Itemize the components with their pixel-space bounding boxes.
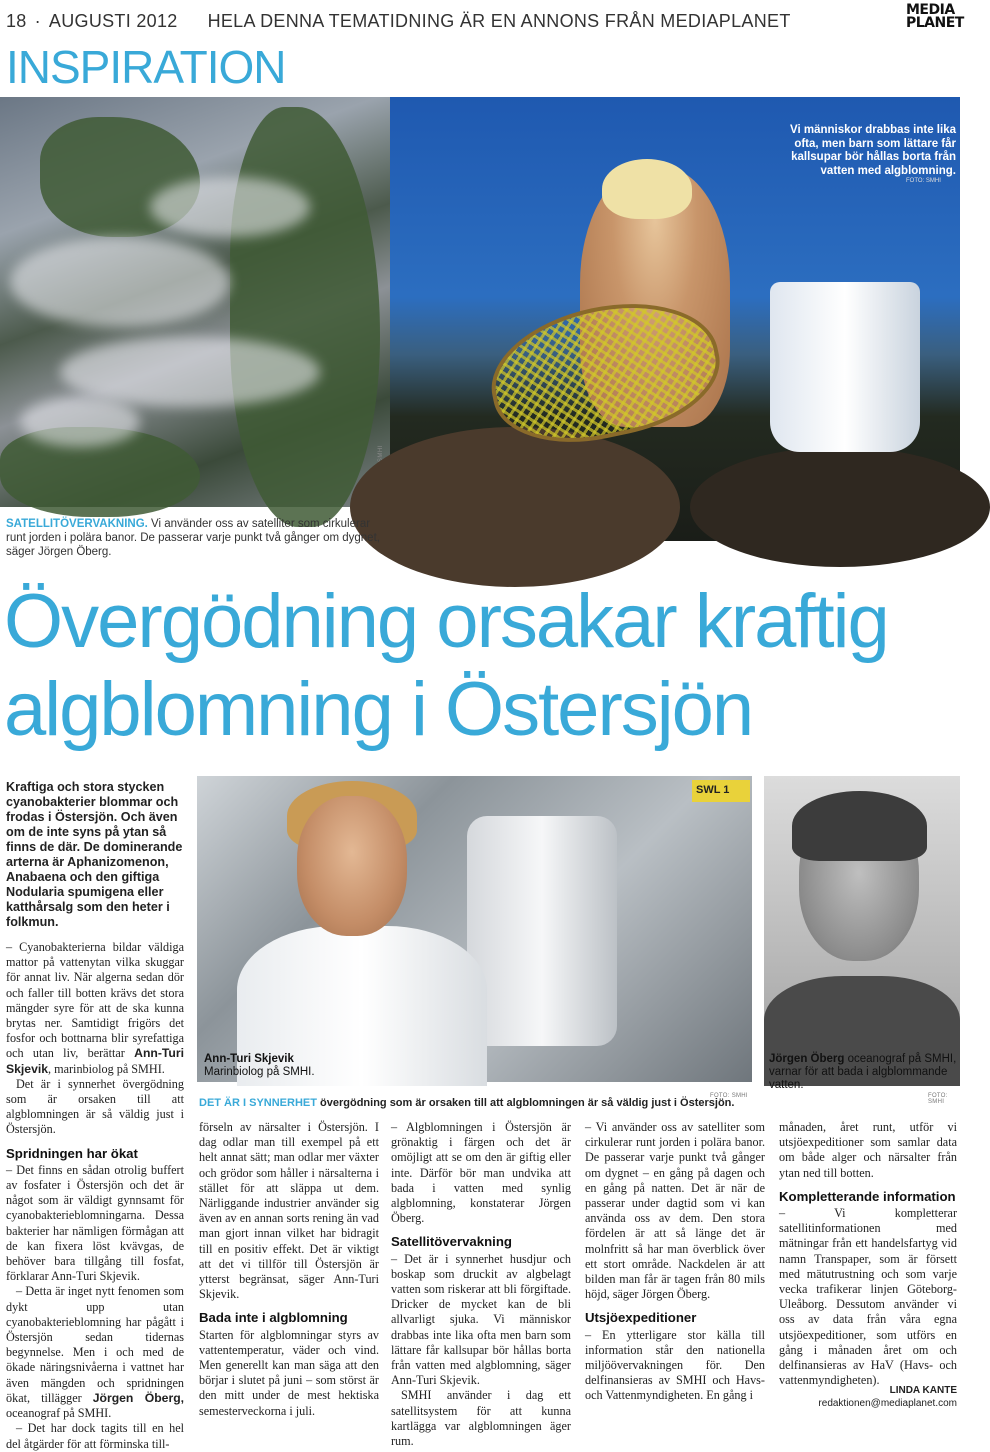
man-name: Jörgen Öberg — [769, 1053, 845, 1065]
page-header — [6, 2, 964, 36]
jorgen-oberg-caption — [769, 1053, 960, 1092]
woman-title: Marinbiolog på SMHI. — [204, 1066, 315, 1078]
article-column-4 — [585, 1120, 765, 1404]
paragraph: – Vi använder oss av satelliter som cirkulerar runt jorden i polära banor. De passerar varje punkt två gånger om dygnet – en gång på dagen och en gång på natten. Det är när de passerar under dagtid som vi kan använda oss av dem. Den stora fördelen är att så länge det är molnfritt så har man överblick över ett stort område. Nackdelen är att bilden man får är tagen från 80 mils höjd, säger Jörgen Öberg. — [585, 1120, 765, 1302]
paragraph: – Det har dock tagits till en hel del åtgärder för att förminska till- — [6, 1421, 184, 1451]
subheading: Utsjöexpeditioner — [585, 1310, 697, 1326]
jorgen-oberg-photo — [764, 776, 960, 1082]
pull-quote — [199, 1097, 759, 1109]
paragraph: – Cyanobakterierna bildar väldiga mattor på vattenytan vilka skuggar för annat liv. När algerna sedan dör och faller till botten krävs det stora mängder syre för att de ska kunna brytas ner. Samtidigt frigörs det fosfor och bottnarna blir syrefattiga och utan liv, berättar Ann-Turi Skjevik, marinbiolog på SMHI. — [6, 940, 185, 1076]
article-headline: Övergödning orsakar kraftig algblomning i Östersjön — [4, 579, 888, 752]
paragraph: förseln av närsalter i Östersjön. I dag odlar man till exempel på ett helt annat sätt; man odlar mer växter och grödor som håller i närsalterna i stället för att släppa ut dem. Närliggande industrier använder sig även av en annan sorts rening än vad man gjort innan vilket har bidragit till en positiv effekt. Det är viktigt att det vi tillför till Östersjön är ytterst begränsat, säger Ann-Turi Skjevik. — [199, 1120, 379, 1302]
satellite-caption-text: Vi använder oss av satelliter som cirkulerar runt jorden i polära banor. De passerar varje punkt två gånger om dygnet, säger Jörgen Öberg. — [6, 518, 380, 558]
person-name: Ann-Turi Skjevik — [6, 1046, 185, 1076]
satellite-caption-kicker: SATELLITÖVERVAKNING. — [6, 518, 148, 530]
ann-turi-skjevik-caption — [204, 1053, 315, 1079]
article-column-2 — [199, 1120, 379, 1419]
paragraph: Det är i synnerhet övergödning som är orsaken till att algblomningen är så väldig just i Östersjön. — [6, 1076, 184, 1137]
subheading: Spridningen har ökat — [6, 1145, 138, 1161]
subheading: Satellitövervakning — [391, 1234, 512, 1250]
logo-line-1: MEDIA — [906, 2, 955, 18]
paragraph: – Vi kompletterar satellitinformationen med mätningar från ett handelsfartyg vid namn Transpaper, som är försett med mätutrustning och som varje vecka trafikerar linjen Göteborg-Uleåborg. Dessutom använder vi oss av data från våra egna utsjöexpeditioner, som utförs en gång i månaden året om och delfinansieras av HaV (Havs- och vattenmyndigheten). — [779, 1206, 957, 1388]
boy-photo-caption: Vi människor drabbas inte lika ofta, men barn som lättare får kallsupar bör hållas borta från vatten med algblomning. — [790, 124, 956, 177]
paragraph: – Det är i synnerhet husdjur och boskap som druckit av algbelagt vatten som riskerar att bli förgiftade. Dricker de mycket kan de bli allvarligt sjuka. Vi människor drabbas inte lika ofta men barn som lättare får kallsupar bör hållas borta från vatten med algblomning, säger Ann-Turi Skjevik. — [391, 1251, 571, 1388]
separator-dot: · — [34, 10, 41, 31]
paragraph: SMHI använder i dag ett satellitsystem för att kunna kartlägga var algblomningen äger rum. — [391, 1388, 571, 1449]
woman-photo-credit: FOTO: SMHI — [710, 1093, 748, 1099]
person-name: Jörgen Öberg, — [92, 1390, 185, 1405]
page-number: 18 — [6, 10, 27, 31]
author-email: redaktionen@mediaplanet.com — [818, 1398, 957, 1409]
author-name: LINDA KANTE — [889, 1385, 957, 1396]
satellite-caption — [6, 517, 384, 559]
article-lead: Kraftiga och stora stycken cyanobakterier blommar och frodas i Östersjön. Och även om de inte syns på ytan så finns de där. De dominerande arterna är Aphanizomenon, Anabaena och den giftiga Nodularia spumigena eller katthårsalg som den heter i folkmun. — [6, 780, 183, 929]
paragraph: månaden, året runt, utför vi utsjöexpeditioner som samlar data om både alger och närsalter från ytan ned till botten. — [779, 1120, 957, 1180]
man-title: oceanograf på SMHI, varnar för att bada i algblommande vatten. — [769, 1053, 957, 1091]
boy-photo-credit: FOTO: SMHI — [906, 178, 941, 184]
logo-line-2: PLANET — [906, 15, 964, 31]
pull-quote-text: övergödning som är orsaken till att algblomningen är så väldig just i Östersjön. — [320, 1097, 735, 1109]
article-column-1 — [6, 940, 184, 1452]
paragraph: – Detta är inget nytt fenomen som dykt upp utan cyanobakterieblomning har pågått i Östersjön sedan tidernas begynnelse. Men i och med de ökade näringsnivåerna i vattnet har även mängden och spridningen ökat, tillägger Jörgen Öberg, oceanograf på SMHI. — [6, 1284, 185, 1421]
ann-turi-skjevik-photo — [197, 776, 752, 1082]
paragraph: Starten för algblomningar styrs av vattentemperatur, väder och vind. Men generellt kan man säga att den börjar i slutet på juni – som störst är den mitt under de mest hektiska semesterveckorna i juli. — [199, 1327, 379, 1418]
subheading: Bada inte i algblomning — [199, 1310, 348, 1326]
subheading: Kompletterande information — [779, 1188, 956, 1204]
section-title: INSPIRATION — [6, 41, 286, 93]
pull-quote-kicker: DET ÄR I SYNNERHET — [199, 1097, 317, 1109]
lab-sign: SWL 1 — [692, 780, 750, 802]
advert-notice: HELA DENNA TEMATIDNING ÄR EN ANNONS FRÅN MEDIAPLANET — [207, 10, 791, 31]
paragraph: – Algblomningen i Östersjön är grönaktig i färgen och det är omöjligt att se om den är giftig eller inte. Därför bör man undvika att bada i vatten med synlig algblomning, konstaterar Jörgen Öberg. — [391, 1120, 571, 1226]
satellite-photo — [0, 97, 390, 507]
issue-date: AUGUSTI 2012 — [48, 10, 178, 31]
article-column-5 — [779, 1120, 957, 1388]
paragraph: – En ytterligare stor källa till information står den nationella miljöövervakningen för. Den delfinansieras av SMHI och Havs- och Vattenmyndigheten. En gång i — [585, 1327, 765, 1403]
article-column-3 — [391, 1120, 571, 1449]
byline — [779, 1384, 957, 1410]
man-photo-credit: FOTO: SMHI — [928, 1093, 948, 1105]
woman-name: Ann-Turi Skjevik — [204, 1053, 294, 1065]
mediaplanet-logo — [906, 2, 964, 34]
paragraph: – Det finns en sådan otrolig buffert av fosfater i Östersjön och det är något som är väldigt gynnsamt för cyanobakterieblomningarna. Dessa bakterier har nämligen förmågan att de kan fixera löst kvävgas, de behöver bara tillgång till fosfat, förklarar Ann-Turi Skjevik. — [6, 1162, 184, 1284]
